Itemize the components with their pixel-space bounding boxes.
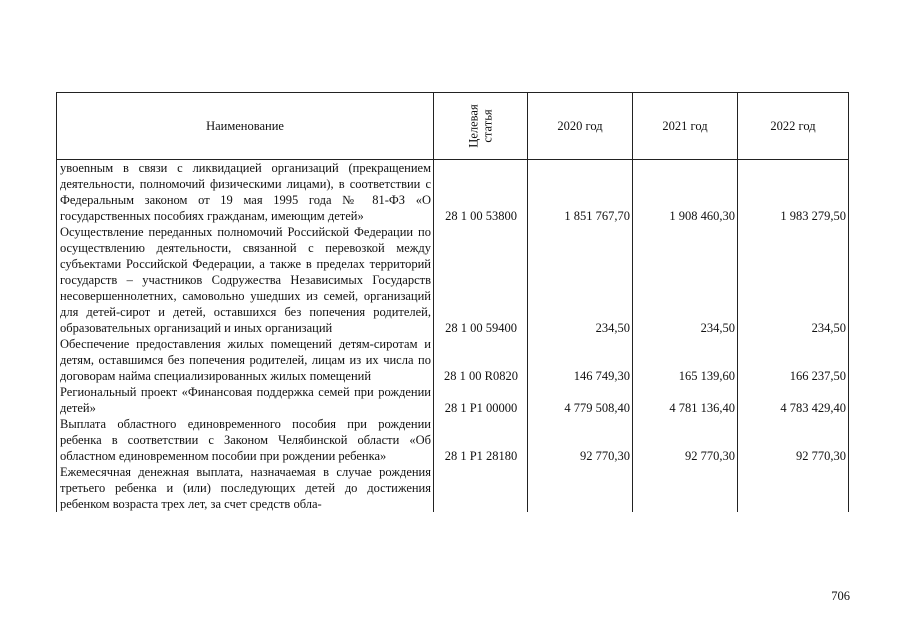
row-name: Выплата областного единовременного пособия при рождении ребенка в соответствии с Законом Челябинской области «Об областном единовременном пособии при рождении ребенка» bbox=[57, 416, 434, 464]
table-row bbox=[57, 160, 849, 225]
table-row bbox=[57, 336, 849, 384]
header-year-2020: 2020 год bbox=[528, 93, 633, 160]
header-year-2022: 2022 год bbox=[738, 93, 849, 160]
row-value-2021: 4 781 136,40 bbox=[633, 384, 738, 416]
header-year-2021: 2021 год bbox=[633, 93, 738, 160]
row-value-2022: 4 783 429,40 bbox=[738, 384, 849, 416]
row-value-2020: 92 770,30 bbox=[528, 416, 633, 464]
row-code: 28 1 00 53800 bbox=[434, 160, 528, 225]
row-name: Осуществление переданных полномочий Российской Федерации по осуществлению деятельности, связанной с перевозкой между субъектами Российской Федерации, а также в пределах территорий государств – участников Содружества Независимых Государств несовершеннолетних, самовольно ушедших из семей, организаций для детей-сирот и детей, оставшихся без попечения родителей, образовательных организаций и иных организаций bbox=[57, 224, 434, 336]
row-value-2022: 1 983 279,50 bbox=[738, 160, 849, 225]
row-value-2022: 92 770,30 bbox=[738, 416, 849, 464]
row-name: Региональный проект «Финансовая поддержка семей при рождении детей» bbox=[57, 384, 434, 416]
row-code: 28 1 P1 00000 bbox=[434, 384, 528, 416]
row-code bbox=[434, 464, 528, 512]
row-value-2022: 234,50 bbox=[738, 224, 849, 336]
header-row bbox=[57, 93, 849, 160]
header-code-line2: статья bbox=[480, 108, 495, 143]
row-value-2020: 4 779 508,40 bbox=[528, 384, 633, 416]
row-value-2020: 146 749,30 bbox=[528, 336, 633, 384]
row-value-2021: 165 139,60 bbox=[633, 336, 738, 384]
row-value-2021: 234,50 bbox=[633, 224, 738, 336]
table-body bbox=[57, 160, 849, 513]
row-name: Ежемесячная денежная выплата, назначаемая в случае рождения третьего ребенка и (или) последующих детей до достижения ребенком возраста трех лет, за счет средств обла- bbox=[57, 464, 434, 512]
header-target-article-label bbox=[467, 104, 495, 147]
row-value-2021: 1 908 460,30 bbox=[633, 160, 738, 225]
budget-table bbox=[56, 92, 849, 512]
row-code: 28 1 00 59400 bbox=[434, 224, 528, 336]
row-value-2020: 1 851 767,70 bbox=[528, 160, 633, 225]
header-name: Наименование bbox=[57, 93, 434, 160]
table-row bbox=[57, 464, 849, 512]
table-row bbox=[57, 416, 849, 464]
table-row bbox=[57, 384, 849, 416]
page-number: 706 bbox=[831, 589, 850, 603]
header-code-line1: Целевая bbox=[466, 103, 481, 148]
row-value-2021: 92 770,30 bbox=[633, 416, 738, 464]
row-value-2021 bbox=[633, 464, 738, 512]
table-row bbox=[57, 224, 849, 336]
row-name: увоenным в связи с ликвидацией организаций (прекращением деятельности, полномочий физическими лицами), в соответствии с Федеральным законом от 19 мая 1995 года № 81-ФЗ «О государственных пособиях гражданам, имеющим детей» bbox=[57, 160, 434, 225]
row-value-2022 bbox=[738, 464, 849, 512]
row-value-2022: 166 237,50 bbox=[738, 336, 849, 384]
row-value-2020: 234,50 bbox=[528, 224, 633, 336]
row-value-2020 bbox=[528, 464, 633, 512]
row-name: Обеспечение предоставления жилых помещений детям-сиротам и детям, оставшимся без попечения родителей, лицам из их числа по договорам найма специализированных жилых помещений bbox=[57, 336, 434, 384]
row-code: 28 1 P1 28180 bbox=[434, 416, 528, 464]
table-header bbox=[57, 93, 849, 160]
header-target-article bbox=[434, 93, 528, 160]
row-code: 28 1 00 R0820 bbox=[434, 336, 528, 384]
